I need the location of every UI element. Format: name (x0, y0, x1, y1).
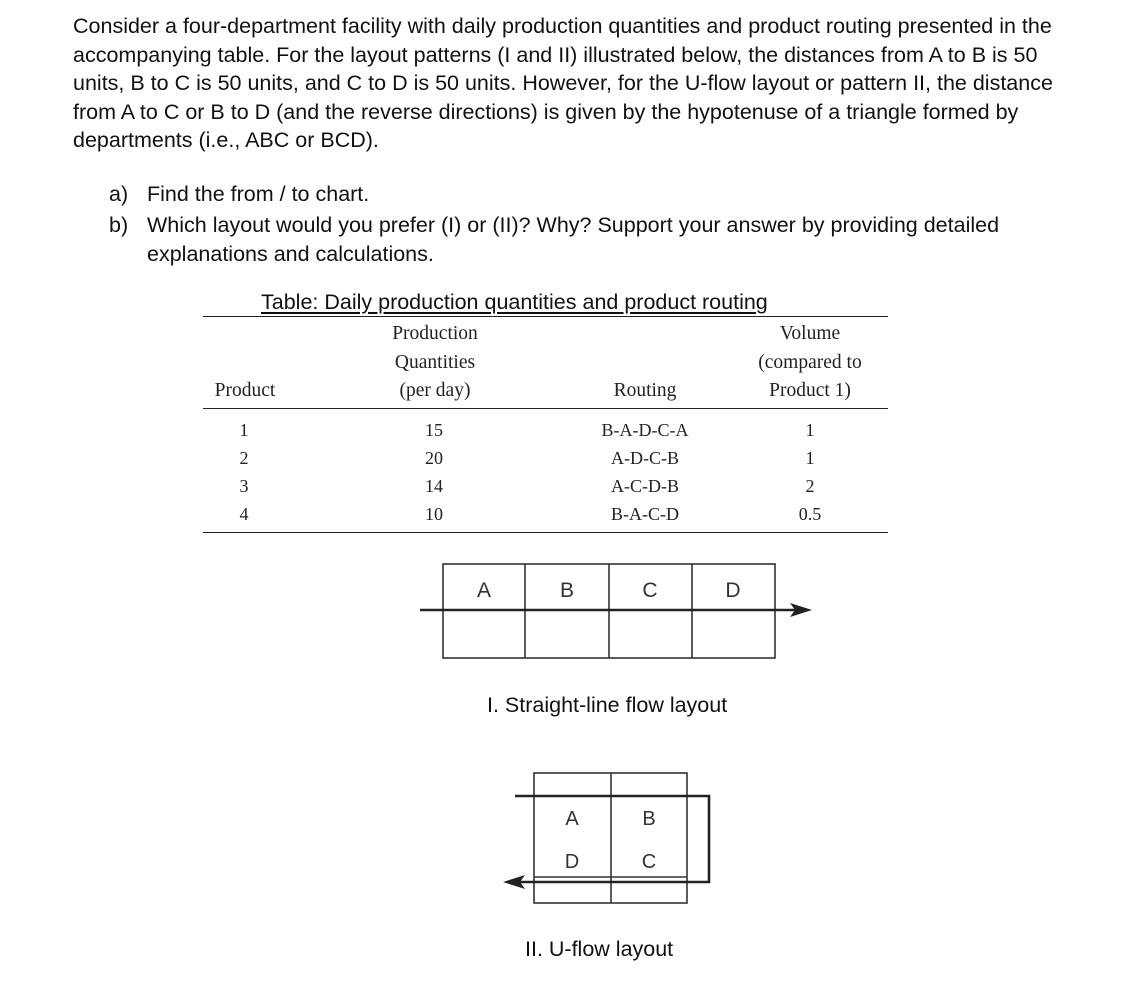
layout1-dept: A (476, 579, 492, 602)
row-volume: 0.5 (798, 504, 822, 524)
row-routing: A-C-D-B (611, 476, 679, 496)
header-production-l2: Quantities (394, 352, 476, 373)
u-flow-line (515, 796, 709, 882)
row-volume: 2 (805, 476, 815, 496)
header-volume-l2: (compared to (758, 352, 862, 373)
layout2-dept: D (564, 851, 580, 873)
layout1-caption: I. Straight-line flow layout (487, 693, 728, 717)
row-routing: B-A-D-C-A (601, 420, 689, 440)
row-product: 2 (239, 448, 249, 468)
row-volume: 1 (805, 420, 815, 440)
part-b-text: Which layout would you prefer (I) or (II)? Why? Support your answer by providing detailed explanations and calculations. (147, 213, 1000, 266)
row-quantity: 20 (425, 448, 443, 468)
row-routing: B-A-C-D (611, 504, 679, 524)
layout2-dept: B (642, 808, 656, 830)
row-quantity: 15 (425, 420, 443, 440)
row-product: 4 (239, 504, 249, 524)
layout2-dept: A (565, 808, 579, 830)
question-intro: Consider a four-department facility with daily production quantities and product routing presented in the accompanying table. For the layout patterns (I and II) illustrated below, the distances from A to B is 50 units, B to C is 50 units, and C to D is 50 units. However, for the U-flow layout or pattern II, the distance from A to C or B to D (and the reverse directions) is given by the hypotenuse of a triangle formed by departments (i.e., ABC or BCD). (73, 14, 1053, 153)
part-a-label: a) (109, 182, 129, 206)
row-quantity: 10 (425, 504, 443, 524)
header-volume-l1: Volume (779, 323, 841, 344)
part-a-text: Find the from / to chart. (147, 182, 370, 206)
header-product: Product (214, 380, 276, 401)
layout1-dept: D (725, 579, 741, 602)
header-routing: Routing (613, 380, 677, 401)
header-volume-l3: Product 1) (769, 380, 851, 401)
table-caption: Table: Daily production quantities and product routing (261, 290, 768, 314)
layout2-dept: C (641, 851, 657, 873)
row-routing: A-D-C-B (611, 448, 679, 468)
row-product: 3 (239, 476, 249, 496)
part-b-label: b) (109, 213, 129, 237)
header-production-l3: (per day) (399, 380, 471, 401)
row-volume: 1 (805, 448, 815, 468)
header-production-l1: Production (392, 323, 478, 344)
row-quantity: 14 (425, 476, 443, 496)
layout1-dept: B (559, 579, 575, 602)
layout2-caption: II. U-flow layout (525, 937, 674, 961)
row-product: 1 (239, 420, 249, 440)
layout1-dept: C (642, 579, 658, 602)
